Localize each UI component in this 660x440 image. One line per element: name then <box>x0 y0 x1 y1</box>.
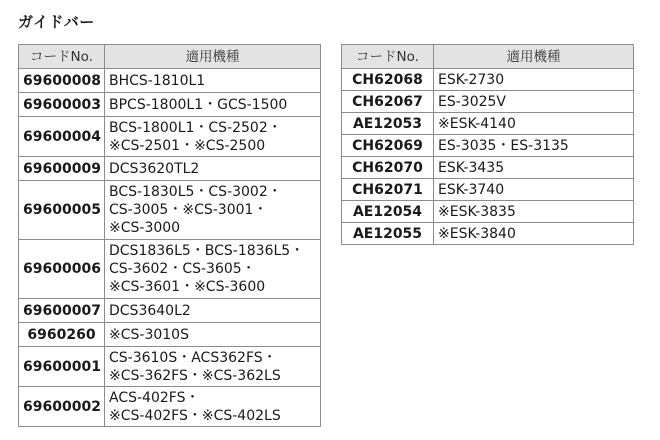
model-cell <box>434 135 634 157</box>
model-line: ※CS-3601・※CS-3600 <box>109 279 266 295</box>
model-line: BHCS-1810L1 <box>109 72 206 89</box>
code-cell: AE12053 <box>342 113 434 135</box>
model-line: DCS3620TL2 <box>109 160 200 177</box>
model-line: ※CS-3010S <box>109 326 189 343</box>
model-cell <box>105 347 321 387</box>
model-cell <box>105 240 321 299</box>
code-cell: 6960260 <box>19 323 105 347</box>
model-cell <box>434 91 634 113</box>
code-cell: CH62067 <box>342 91 434 113</box>
table-row <box>19 299 321 323</box>
table-row <box>342 179 634 201</box>
table-header-row <box>342 45 634 69</box>
model-line: ESK-3740 <box>438 181 505 198</box>
column-header-code: コードNo. <box>19 45 105 69</box>
table-row <box>342 223 634 245</box>
code-cell: 69600009 <box>19 157 105 181</box>
table-row <box>19 69 321 93</box>
page-title: ガイドバー <box>18 13 95 31</box>
column-header-model: 適用機種 <box>434 45 634 69</box>
model-cell <box>434 223 634 245</box>
table-row <box>342 201 634 223</box>
model-line: BCS-1800L1・CS-2502・ <box>109 119 282 136</box>
code-cell: 69600003 <box>19 93 105 117</box>
model-cell <box>105 299 321 323</box>
code-cell: CH62070 <box>342 157 434 179</box>
table-row <box>19 347 321 387</box>
code-cell: 69600002 <box>19 387 105 427</box>
model-line: ESK-2730 <box>438 71 505 88</box>
table-row <box>19 323 321 347</box>
table-row <box>342 135 634 157</box>
model-cell <box>105 117 321 157</box>
model-cell <box>105 69 321 93</box>
model-line: ACS-402FS・ <box>109 389 200 406</box>
code-cell: AE12055 <box>342 223 434 245</box>
code-cell: CH62068 <box>342 69 434 91</box>
model-line: ※CS-402FS・※CS-402LS <box>109 407 281 424</box>
code-cell: 69600006 <box>19 240 105 299</box>
model-line: ESK-3435 <box>438 159 505 176</box>
model-line: ES-3035・ES-3135 <box>438 137 569 154</box>
code-cell: CH62071 <box>342 179 434 201</box>
model-line: DCS1836L5・BCS-1836L5・ <box>109 243 305 259</box>
model-cell <box>105 157 321 181</box>
table-row <box>342 113 634 135</box>
model-cell <box>434 69 634 91</box>
model-line: ※ESK-3840 <box>438 225 516 242</box>
table-row <box>19 387 321 427</box>
table-row <box>342 69 634 91</box>
model-line: ※CS-3000 <box>109 220 181 236</box>
table-row <box>19 157 321 181</box>
model-cell <box>105 323 321 347</box>
model-line: CS-3602・CS-3605・ <box>109 261 256 277</box>
column-header-model: 適用機種 <box>105 45 321 69</box>
code-cell: 69600007 <box>19 299 105 323</box>
table-row <box>342 91 634 113</box>
table-row <box>19 181 321 240</box>
table-row <box>19 240 321 299</box>
model-cell <box>105 387 321 427</box>
model-line: CS-3005・※CS-3001・ <box>109 202 268 218</box>
model-line: ※ESK-4140 <box>438 115 516 132</box>
model-cell <box>434 179 634 201</box>
model-cell <box>434 113 634 135</box>
code-cell: 69600001 <box>19 347 105 387</box>
model-line: DCS3640L2 <box>109 302 191 319</box>
column-header-code: コードNo. <box>342 45 434 69</box>
model-line: ※ESK-3835 <box>438 203 516 220</box>
code-cell: 69600004 <box>19 117 105 157</box>
model-line: ES-3025V <box>438 93 506 110</box>
table-header-row <box>19 45 321 69</box>
code-cell: 69600008 <box>19 69 105 93</box>
table-row <box>342 157 634 179</box>
table-row <box>19 93 321 117</box>
model-line: CS-3610S・ACS362FS・ <box>109 349 277 366</box>
model-cell <box>105 93 321 117</box>
model-line: BCS-1830L5・CS-3002・ <box>109 184 282 200</box>
model-cell <box>105 181 321 240</box>
guide-bar-table-right <box>341 44 634 245</box>
model-cell <box>434 201 634 223</box>
guide-bar-table-left <box>18 44 321 427</box>
model-line: ※CS-362FS・※CS-362LS <box>109 367 281 384</box>
code-cell: CH62069 <box>342 135 434 157</box>
model-line: BPCS-1800L1・GCS-1500 <box>109 96 288 113</box>
table-row <box>19 117 321 157</box>
model-cell <box>434 157 634 179</box>
code-cell: AE12054 <box>342 201 434 223</box>
code-cell: 69600005 <box>19 181 105 240</box>
model-line: ※CS-2501・※CS-2500 <box>109 137 266 154</box>
